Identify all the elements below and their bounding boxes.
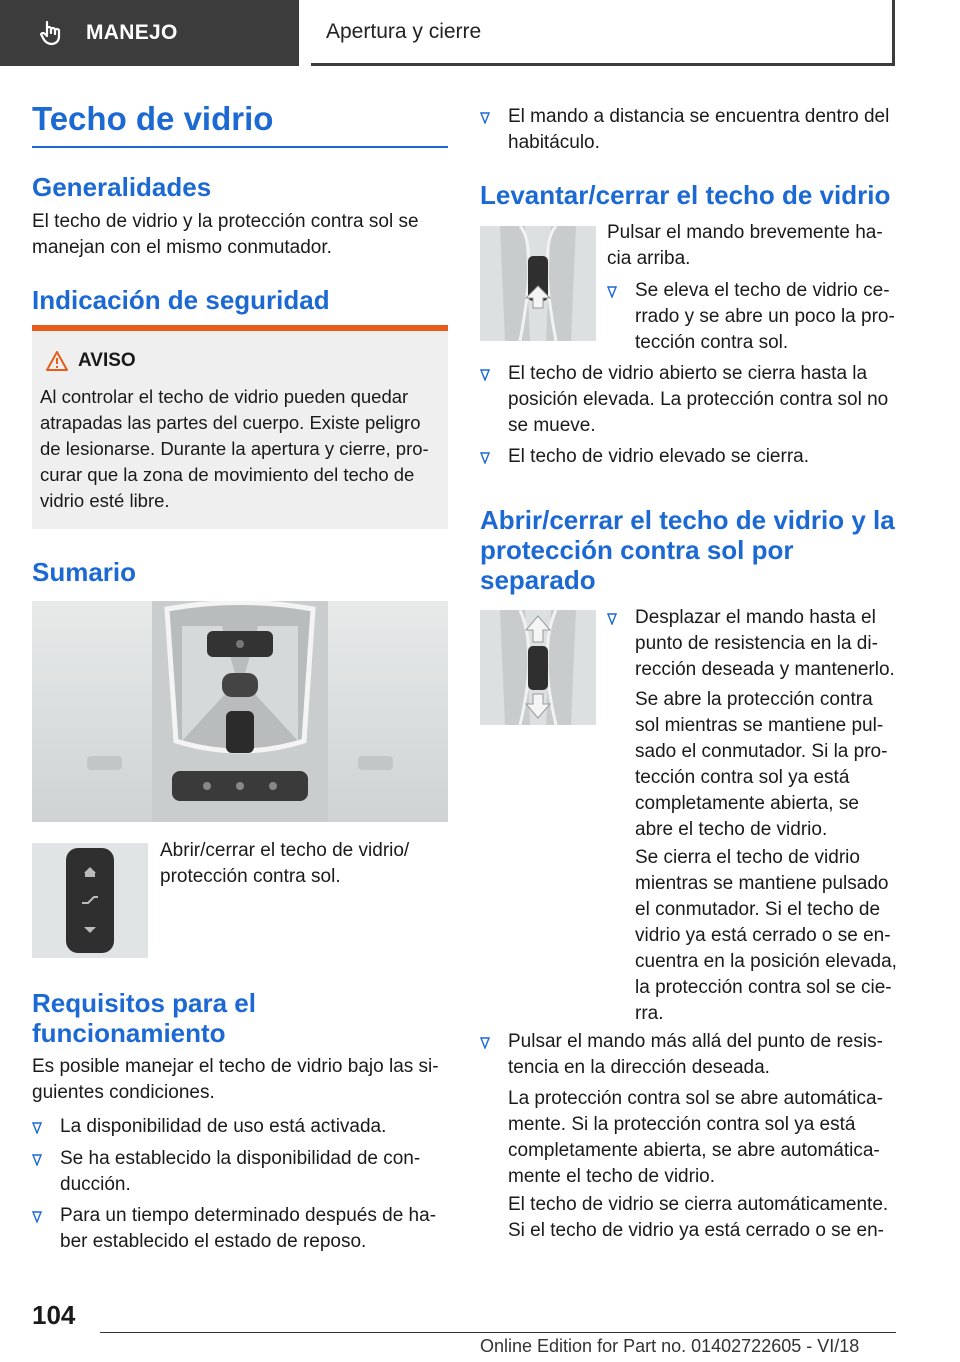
page-number: 104	[32, 1300, 76, 1330]
bullet-triangle-icon	[32, 1211, 42, 1223]
separate-switch-photo	[480, 610, 596, 725]
requisitos-text: Es posible manejar el techo de vidrio bajo las si- guientes condiciones.	[32, 1056, 439, 1103]
levantar-text: Pulsar el mando brevemente ha- cia arriba.	[607, 222, 883, 269]
abrir-para1: Se abre la protección contra sol mientras se mantiene pul- sado el conmutador. Si la pro- tección contra sol ya está completamente abierta, se abre el techo de vidrio.	[635, 689, 888, 840]
heading-seguridad: Indicación de seguridad	[32, 285, 330, 315]
raise-switch-illustration	[480, 226, 596, 341]
heading-sumario: Sumario	[32, 557, 137, 587]
bullet-triangle-icon	[480, 452, 490, 464]
heading-requisitos: Requisitos para el funcionamiento	[32, 988, 256, 1048]
title-rule	[32, 146, 448, 148]
abrir-para2: Se cierra el techo de vidrio mientras se mantiene pulsado el conmutador. Si el techo de vidrio ya está cerrado o se en- cuentra en la posición elevada, la protección contra sol se cie- rra.	[635, 847, 897, 1024]
heading-abrir: Abrir/cerrar el techo de vidrio y la protección contra sol por separado	[480, 505, 895, 595]
section-title: Apertura y cierre	[311, 0, 895, 66]
warning-text: Al controlar el techo de vidrio pueden quedar atrapadas las partes del cuerpo. Existe peligro de lesionarse. Durante la apertura y cierre, pro- curar que la zona de movimiento del techo de vidrio esté libre.	[40, 386, 429, 511]
overhead-console-illustration	[32, 601, 448, 822]
abrir-para4: El techo de vidrio se cierra automáticamente. Si el techo de vidrio ya está cerrado o se en-	[508, 1194, 889, 1241]
chapter-tab	[0, 0, 299, 66]
footer-rule	[100, 1332, 896, 1333]
switch-illustration	[32, 843, 148, 958]
heading-levantar: Levantar/cerrar el techo de vidrio	[480, 180, 891, 210]
generalidades-text: El techo de vidrio y la protección contra sol se manejan con el mismo conmutador.	[32, 211, 419, 258]
bullet-triangle-icon	[480, 369, 490, 381]
page-title: Techo de vidrio	[32, 100, 274, 137]
bullet-triangle-icon	[32, 1122, 42, 1134]
bullet-triangle-icon	[607, 286, 617, 298]
bullet-triangle-icon	[480, 112, 490, 124]
heading-generalidades: Generalidades	[32, 172, 212, 202]
separate-switch-illustration	[480, 610, 596, 725]
chapter-label: MANEJO	[86, 21, 178, 44]
warning-header	[46, 350, 136, 372]
switch-photo	[32, 843, 148, 958]
switch-caption: Abrir/cerrar el techo de vidrio/ protección contra sol.	[160, 840, 410, 887]
bullet-triangle-icon	[480, 1037, 490, 1049]
bullet-triangle-icon	[32, 1154, 42, 1166]
abrir-para3: La protección contra sol se abre automática- mente. Si la protección contra sol ya está completamente abierta, se abre automática- mente el techo de vidrio.	[508, 1088, 883, 1187]
overhead-console-photo	[32, 601, 448, 822]
warning-triangle-icon	[46, 351, 68, 371]
footer-edition: Online Edition for Part no. 01402722605 - VI/18	[480, 1336, 860, 1356]
raise-switch-photo	[480, 226, 596, 341]
hand-icon	[38, 19, 66, 47]
bullet-triangle-icon	[607, 613, 617, 625]
warning-label: AVISO	[78, 350, 136, 371]
